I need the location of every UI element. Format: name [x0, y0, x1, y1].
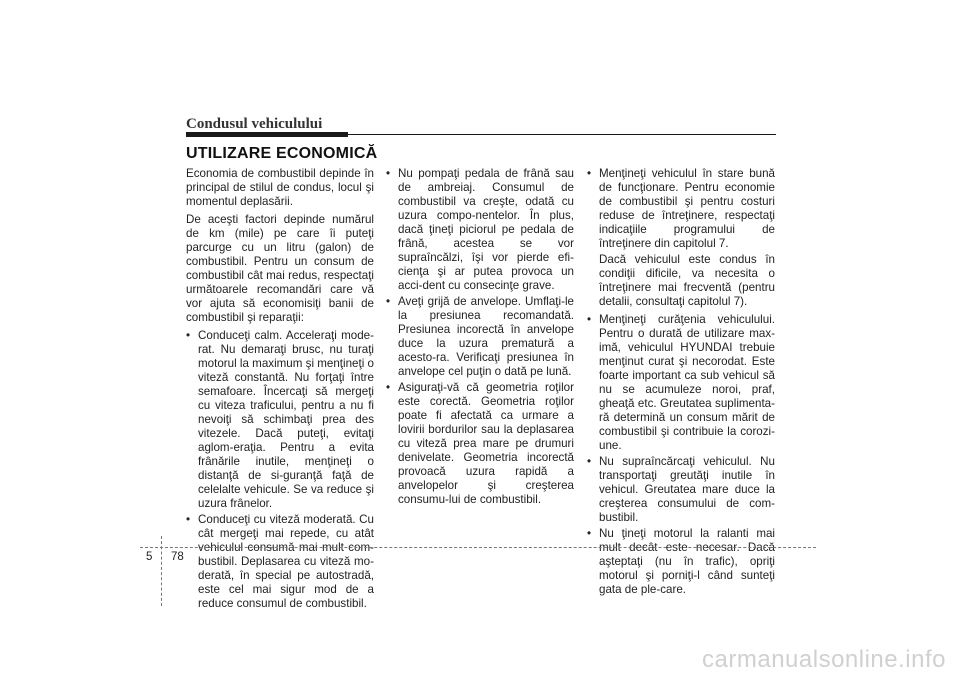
bullet-maintenance: • Menţineţi vehiculul în stare bună de funcţionare. Pentru economie de combustibil şi pentru costuri reduse de întreţinere, respectaţi indicaţiile programului de întreţinere din capitolul 7.	[587, 167, 775, 251]
text-column-3	[587, 167, 775, 599]
bullet-list	[386, 167, 574, 507]
bullet-list	[587, 167, 775, 251]
paragraph-difficult-conditions: Dacă vehiculul este condus în condiţii dificile, va necesita o întreţinere mai frecventă (pentru detalii, consultaţi capitolul 7).	[599, 253, 775, 308]
bullet-list	[587, 313, 775, 597]
header-rule-thin	[348, 134, 776, 135]
bullet-tires: • Aveţi grijă de anvelope. Umflaţi-le la presiunea recomandată. Presiunea incorectă în anvelope duce la uzura prematură a acesto-ra. Verificaţi presiunea în anvelope cel puţin o dată pe lună.	[386, 295, 574, 379]
bullet-pedals: • Nu pompaţi pedala de frână sau de ambreiaj. Consumul de combustibil va creşte, odată cu uzura compo-nentelor. În plus, dacă ţineţi piciorul pe pedala de frână, acestea se vor supraîncălzi, îşi vor pierde efi-cienţa şi ar putea provoca un acci-dent cu consecinţe grave.	[386, 167, 574, 293]
bullet-drive-calm: • Conduceţi calm. Acceleraţi mode-rat. Nu demaraţi brusc, nu turaţi motorul la maximum şi menţineţi o viteză constantă. Nu forţaţi între semafoare. Încercaţi să mergeţi cu viteza traficului, pentru a nu fi nevoiţi să schimbaţi prea des vitezele. Dacă puteţi, evitaţi aglom-eraţia. Pentru a evita frânările inutile, menţineţi o distanţă de si-guranţă faţă de celelalte vehicule. Se va reduce şi uzura frânelor.	[186, 329, 374, 511]
section-header: Condusul vehiculului	[186, 116, 323, 132]
section-number: 5	[146, 551, 153, 563]
text-column-2	[386, 167, 574, 509]
page-title: UTILIZARE ECONOMICĂ	[186, 145, 378, 162]
footer-dashed-divider	[161, 536, 162, 606]
bullet-overload: • Nu supraîncărcaţi vehiculul. Nu transportaţi greutăţi inutile în vehicul. Greutatea mare duce la creşterea consumului de com-bustibil.	[587, 455, 775, 525]
header-rule-thick	[186, 132, 348, 137]
page-number: 78	[171, 551, 184, 563]
footer-dashed-line	[140, 547, 816, 548]
paragraph-factors: De aceşti factori depinde numărul de km (mile) pe care îi puteţi parcurge cu un litru (galon) de combustibil. Pentru un consum de combustibil cât mai redus, respectaţi următoarele recomandări care vă vor ajuta să economisiţi banii de combustibil şi reparaţii:	[186, 213, 374, 324]
bullet-wheel-alignment: • Asiguraţi-vă că geometria roţilor este corectă. Geometria roţilor poate fi afectată ca urmare a lovirii bordurilor sau la deplasarea cu viteză prea mare pe drumuri denivelate. Geometria incorectă provoacă uzura rapidă a anvelopelor şi creşterea consumu-lui de combustibil.	[386, 381, 574, 507]
watermark: carmanualsonline.info	[702, 646, 946, 673]
paragraph-intro: Economia de combustibil depinde în principal de stilul de condus, locul şi momentul deplasării.	[186, 167, 374, 208]
bullet-moderate-speed: • Conduceţi cu viteză moderată. Cu cât mergeţi mai repede, cu atât vehiculul consumă mai mult com-bustibil. Deplasarea cu viteză mo-derată, în special pe autostradă, este cel mai sigur mod de a reduce consumul de combustibil.	[186, 513, 374, 611]
bullet-idle: • Nu ţineţi motorul la ralanti mai mult decât este necesar. Dacă aşteptaţi (nu în trafic), opriţi motorul şi porniţi-l când sunteţi gata de ple-care.	[587, 527, 775, 597]
bullet-list	[186, 329, 374, 611]
bullet-cleanliness: • Menţineţi curăţenia vehiculului. Pentru o durată de utilizare max-imă, vehiculul HYUNDAI trebuie menţinut curat şi necorodat. Este foarte important ca sub vehicul să nu se acumuleze noroi, praf, gheaţă etc. Greutatea suplimenta-ră determină un consum mărit de combustibil şi contribuie la corozi-une.	[587, 313, 775, 453]
